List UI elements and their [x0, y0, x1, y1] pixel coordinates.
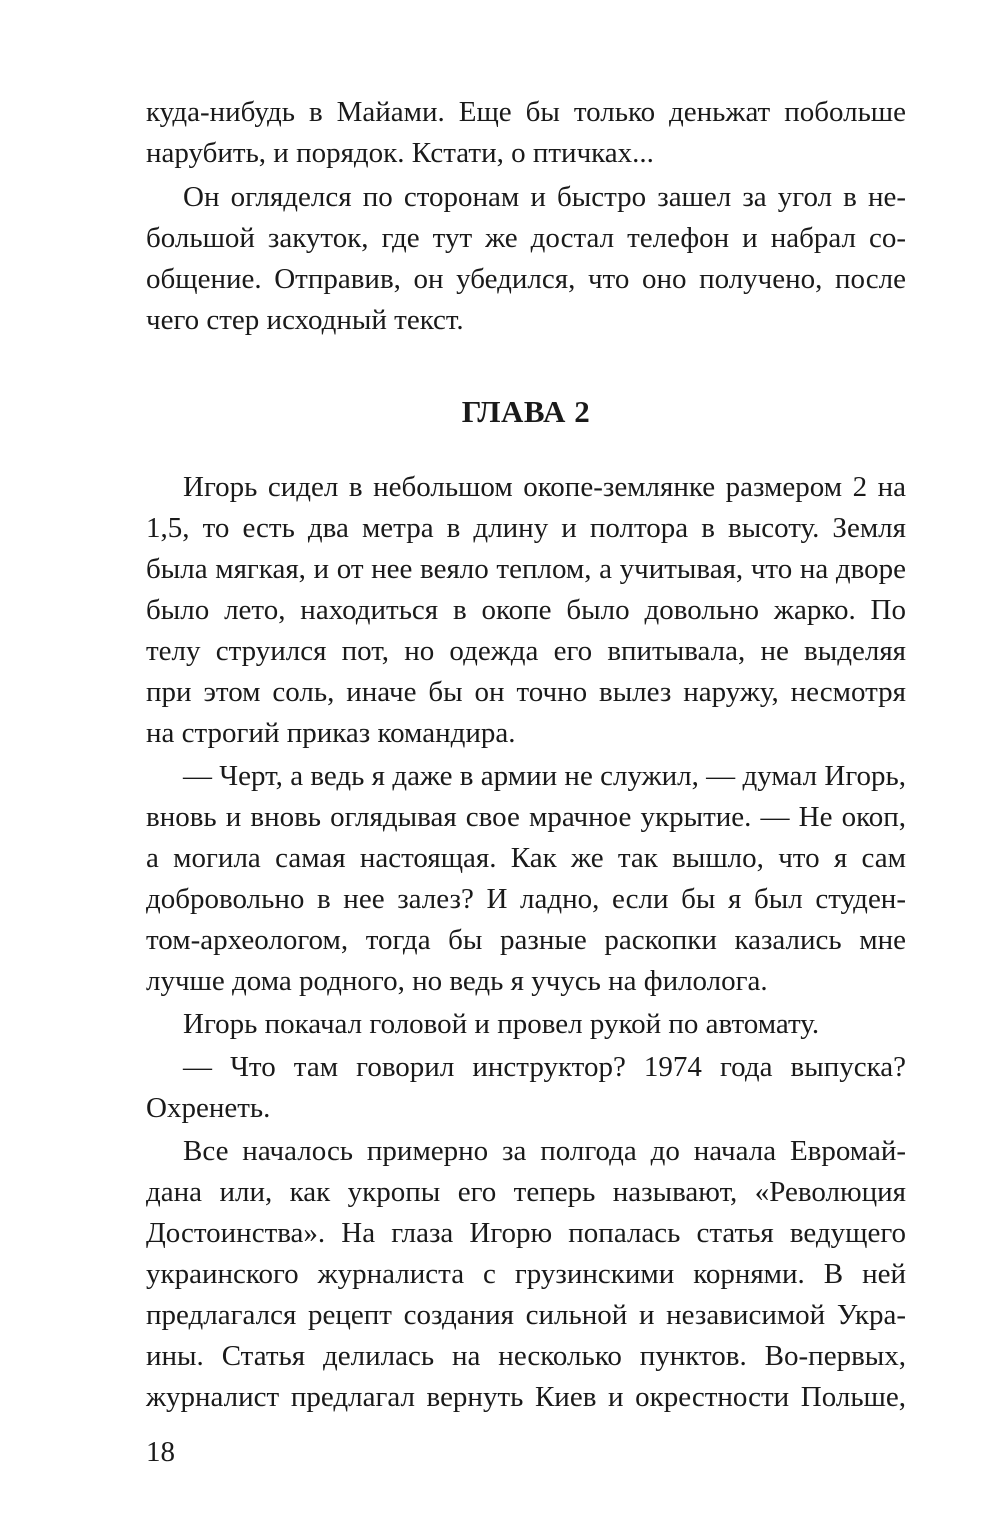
- text-line: Игорь сидел в небольшом окопе-землянке размером 2 на: [183, 471, 906, 503]
- text-line: — Что там говорил инструктор? 1974 года выпуска?: [183, 1051, 906, 1083]
- text-line: было лето, находиться в окопе было довольно жарко. По: [146, 594, 906, 626]
- text-line: том-археологом, тогда бы разные раскопки казались мне: [146, 924, 906, 956]
- text-line: на строгий приказ командира.: [146, 717, 516, 749]
- text-line: лучше дома родного, но ведь я учусь на филолога.: [146, 965, 768, 997]
- text-line: при этом соль, иначе бы он точно вылез наружу, несмотря: [146, 676, 906, 708]
- text-line: была мягкая, и от нее веяло теплом, а учитывая, что на дворе: [146, 553, 906, 585]
- text-line: журналист предлагал вернуть Киев и окрестности Польше,: [146, 1381, 906, 1413]
- text-line: общение. Отправив, он убедился, что оно получено, после: [146, 263, 906, 295]
- page-number: 18: [146, 1436, 175, 1468]
- text-line: телу струился пот, но одежда его впитывала, не выделяя: [146, 635, 906, 667]
- text-line: Охренеть.: [146, 1092, 271, 1124]
- text-line: ины. Статья делилась на несколько пунктов. Во-первых,: [146, 1340, 906, 1372]
- text-line: 1,5, то есть два метра в длину и полтора в высоту. Земля: [146, 512, 906, 544]
- text-line: Достоинства». На глаза Игорю попалась статья ведущего: [146, 1217, 906, 1249]
- text-line: большой закуток, где тут же достал телефон и набрал со-: [146, 222, 906, 254]
- text-line: Все началось примерно за полгода до начала Евромай-: [183, 1135, 906, 1167]
- text-line: украинского журналиста с грузинскими корнями. В ней: [146, 1258, 906, 1290]
- text-line: чего стер исходный текст.: [146, 304, 464, 336]
- chapter-title: ГЛАВА 2: [461, 394, 591, 429]
- text-line: добровольно в нее залез? И ладно, если бы я был студен-: [146, 883, 906, 915]
- text-line: куда-нибудь в Майами. Еще бы только деньжат побольше: [146, 96, 906, 128]
- text-line: предлагался рецепт создания сильной и независимой Укра-: [146, 1299, 906, 1331]
- text-line: — Черт, а ведь я даже в армии не служил, — думал Игорь,: [183, 760, 906, 792]
- text-line: Игорь покачал головой и провел рукой по автомату.: [183, 1008, 820, 1040]
- text-line: вновь и вновь оглядывая свое мрачное укрытие. — Не окоп,: [146, 801, 906, 833]
- text-line: а могила самая настоящая. Как же так вышло, что я сам: [146, 842, 906, 874]
- text-line: дана или, как укропы его теперь называют, «Революция: [146, 1176, 906, 1208]
- text-line: Он огляделся по сторонам и быстро зашел за угол в не-: [183, 181, 906, 213]
- text-line: нарубить, и порядок. Кстати, о птичках...: [146, 137, 654, 169]
